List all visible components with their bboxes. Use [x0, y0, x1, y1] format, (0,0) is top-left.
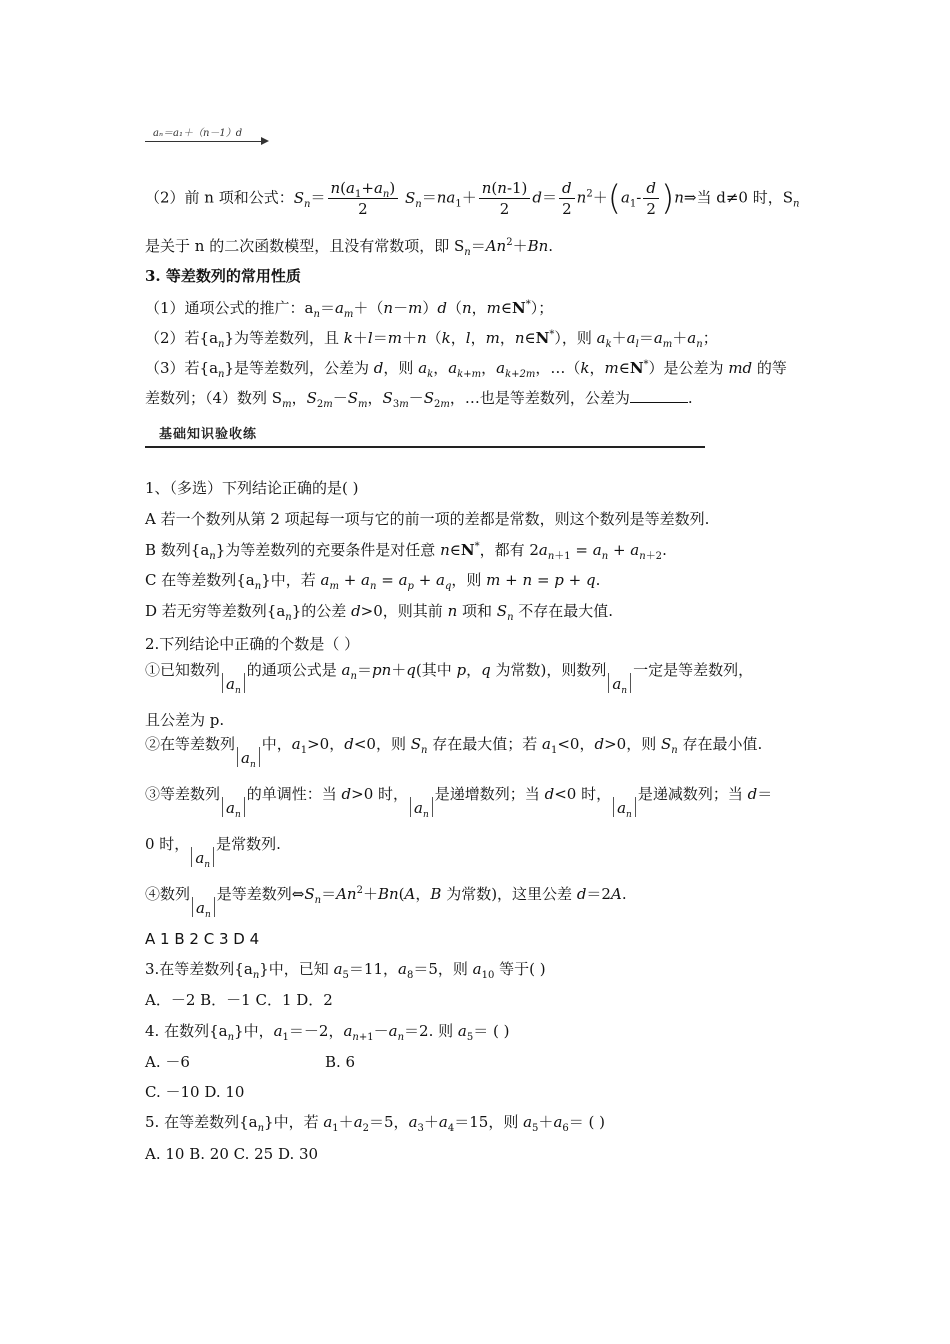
sum-formula-lead: （2）前 n 项和公式：	[145, 188, 294, 207]
formula-image-text: aₙ＝a₁＋（n－1）d	[153, 128, 243, 139]
sequence-an: $a_n$	[222, 797, 245, 817]
q4-option-b: B. 6	[325, 1053, 356, 1071]
banner-title: 基础知识验收练	[159, 427, 258, 442]
sequence-an: $a_n$	[613, 797, 636, 817]
sum-formula-tail: ⇒当 d≠0 时，S	[683, 188, 794, 207]
q1-stem: 1、（多选）下列结论正确的是( )	[145, 479, 359, 497]
q2-statement-2: ②在等差数列$a_n$中，$a_1>0$，d<0，则 $S_n$ 存在最大值；若 $a_1<0$，d>0，则 $S_n$ 存在最小值.	[145, 735, 763, 770]
quadratic-model-text: 是关于 n 的二次函数模型，且没有常数项，即 S	[145, 237, 465, 255]
sequence-an: $a_n$	[410, 797, 433, 817]
section-banner	[145, 422, 705, 448]
property-1: （1）通项公式的推广：$a_n=a_m+(n-m)d(n$，m∈N*）；	[145, 299, 554, 320]
sequence-an: $a_n$	[608, 673, 631, 693]
q4-options-ab: A. －6	[145, 1053, 190, 1071]
q2-statement-4: ④数列$a_n$是等差数列$\Leftrightarrow S_n=An^2+Bn(A$，B 为常数)，这里公差 d＝2A.	[145, 885, 627, 920]
q5-options: A. 10 B. 20 C. 25 D. 30	[145, 1145, 319, 1163]
q2-statement-1b: 且公差为 p.	[145, 711, 225, 729]
arrow-line	[145, 141, 263, 142]
sequence-an: $a_n$	[222, 673, 245, 693]
fraction-d-over-2: $\frac{d}{2}$	[559, 178, 575, 219]
quadratic-model-line: 是关于 n 的二次函数模型，且没有常数项，即 $S_n=An^2+Bn$.	[145, 237, 554, 258]
q3-stem: 3.在等差数列$\{a_n\}$中，已知 $a_5=11$，$a_8=5$，则 $a_{10}$ 等于( )	[145, 960, 546, 981]
sum-formula-line: （2）前 n 项和公式：$S_n=$ $\frac{n(a_1+a_n)}{2}$ $S_n=na_1+$ $\frac{n(n-1)}{2}$ d＝ $\frac{d}{2}$ $n^2+(a_1-$ $\frac{d}{2}$ )n⇒当 d≠0 时，$S_n$	[145, 178, 800, 219]
q2-stem: 2.下列结论中正确的个数是（ ）	[145, 635, 360, 653]
q4-stem: 4. 在数列$\{a_n\}$中，$a_1=-2$，$a_{n+1}-a_n=2$. 则 $a_5=$ ( )	[145, 1022, 510, 1043]
q4-options-cd: C. －10 D. 10	[145, 1083, 245, 1101]
fraction-d-over-2b: $\frac{d}{2}$	[643, 178, 659, 219]
sequence-an: $a_n$	[192, 897, 215, 917]
q2-statement-1: ①已知数列$a_n$的通项公式是 $a_n=pn+q$(其中 p，q 为常数)，则数列$a_n$一定是等差数列，	[145, 661, 754, 696]
sequence-an: $a_n$	[191, 847, 214, 867]
section-heading-properties: 3. 等差数列的常用性质	[145, 267, 301, 285]
property-2: （2）若$\{a_n\}$为等差数列，且 k＋l＝m＋n（k，l，m，n∈N*），则 $a_k+a_l=a_m+a_n$；	[145, 329, 718, 350]
q5-stem: 5. 在等差数列$\{a_n\}$中，若 $a_1+a_2=5$，$a_3+a_4=15$，则 $a_5+a_6=$ ( )	[145, 1113, 606, 1134]
answer-blank[interactable]	[630, 388, 688, 403]
q1-option-a: A 若一个数列从第 2 项起每一项与它的前一项的差都是常数，则这个数列是等差数列.	[145, 510, 710, 528]
q1-option-d: D 若无穷等差数列$\{a_n\}$的公差 d>0，则其前 n 项和 $S_n$ 不存在最大值.	[145, 602, 614, 623]
q1-option-c: C 在等差数列$\{a_n\}$中，若 $a_m + a_n = a_p + a_q$，则 m + n = p + q.	[145, 571, 601, 592]
q2-statement-3b: 0 时，$a_n$是常数列.	[145, 835, 281, 870]
q1-option-b: B 数列$\{a_n\}$为等差数列的充要条件是对任意 n∈N*，都有 $2a_{n+1} = a_n + a_{n+2}$.	[145, 541, 667, 562]
sequence-an: $a_n$	[237, 747, 260, 767]
q2-statement-3: ③等差数列$a_n$的单调性：当 d>0 时，$a_n$是递增数列；当 d<0 时，$a_n$是递减数列；当 d＝	[145, 785, 773, 820]
q2-options: A 1 B 2 C 3 D 4	[145, 930, 260, 948]
property-3: （3）若$\{a_n\}$是等差数列，公差为 d，则 $a_k$，$a_{k+m}$，$a_{k+2m}$，…（k，m∈N*）是公差为 md 的等	[145, 359, 787, 380]
arrow-head-icon	[261, 137, 269, 145]
property-4: 差数列；（4）数列 $S_m$，$S_{2m}-S_m$，$S_{3m}-S_{2m}$，…也是等差数列，公差为 .	[145, 389, 693, 410]
q3-options: A．－2 B．－1 C．1 D．2	[145, 991, 333, 1009]
fraction-sn-1: $\frac{n(a_1+a_n)}{2}$	[328, 178, 399, 219]
formula-image	[145, 124, 270, 146]
fraction-sn-2: $\frac{n(n-1)}{2}$	[479, 178, 531, 219]
